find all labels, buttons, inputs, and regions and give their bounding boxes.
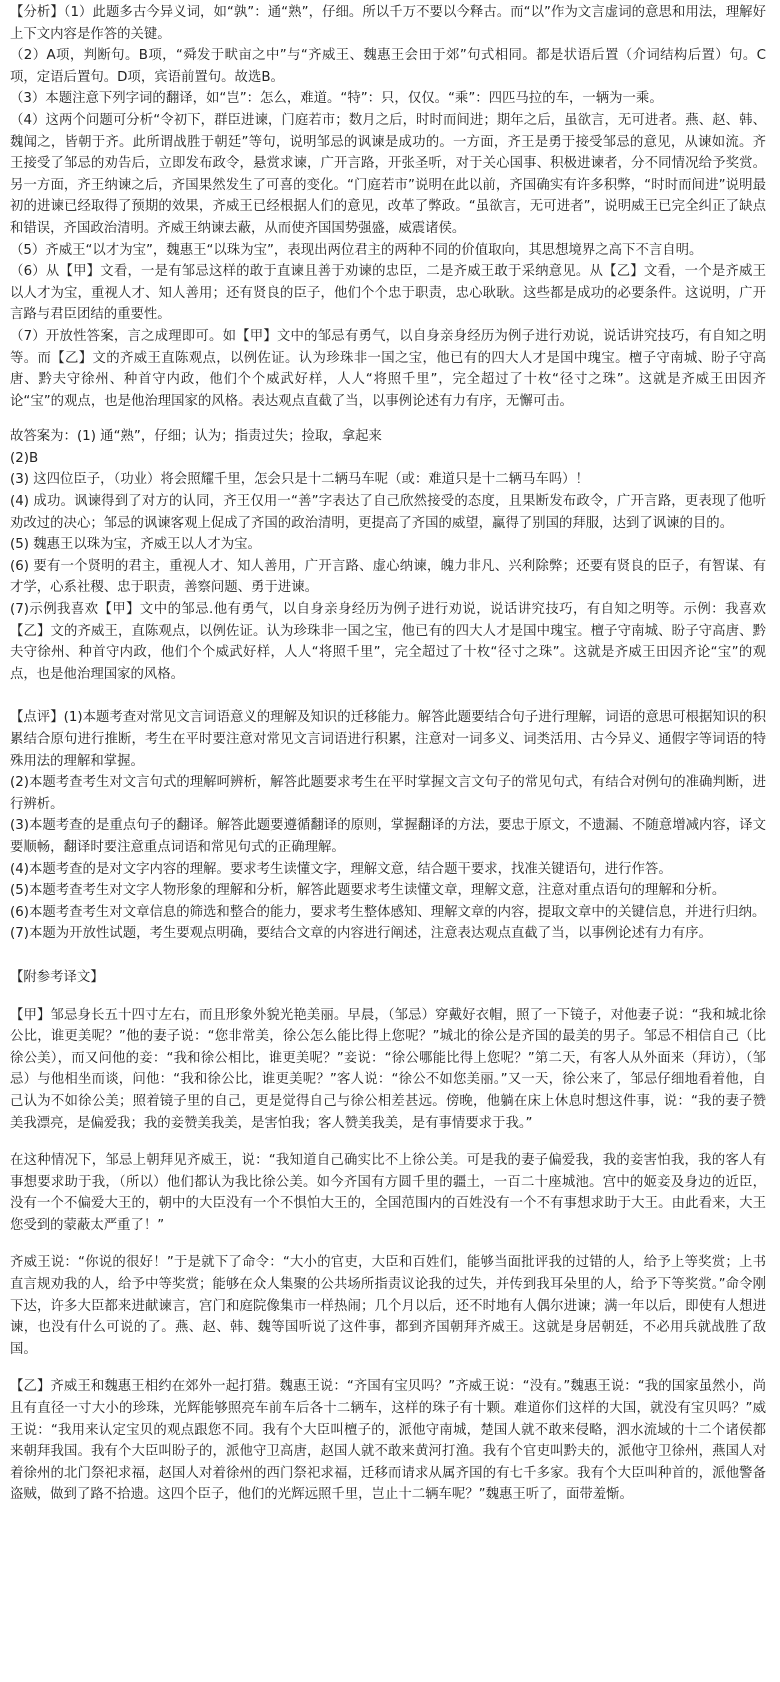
translation-paragraph: 【甲】邹忌身长五十四寸左右，而且形象外貌光艳美丽。早晨，（邹忌）穿戴好衣帽，照了一下镜子，对他妻子说：“我和城北徐公比，谁更美呢？”他的妻子说：“您非常美，徐公怎么能比得上您呢？”城北的徐公是齐国的最美的男子。邹忌不相信自己（比徐公美），而又问他的妾：“我和徐公相比，谁更美呢？”妾说：“徐公哪能比得上您呢？”第二天，有客人从外面来（拜访），（邹忌）与他相坐而谈，问他：“我和徐公比，谁更美呢？”客人说：“徐公不如您美丽。”又一天，徐公来了，邹忌仔细地看着他，自己认为不如徐公美；照着镜子里的自己，更是觉得自己与徐公相差甚远。傍晚，他躺在床上休息时想这件事，说：“我的妻子赞美我漂亮，是偏爱我；我的妾赞美我美，是害怕我；客人赞美我美，是有事情要求于我。” [10,1007,766,1131]
analysis-paragraph: （6）从【甲】文看，一是有邹忌这样的敢于直谏且善于劝谏的忠臣，二是齐威王敢于采纳意见。从【乙】文看，一个是齐威王以人才为宝，重视人才、知人善用；还有贤良的臣子，他们个个忠于职责，忠心耿耿。这些都是成功的必要条件。这说明，广开言路与君臣团结的重要性。 [10,264,766,323]
answer-line: (7)示例我喜欢【甲】文中的邹忌.他有勇气，以自身亲身经历为例子进行劝说，说话讲究技巧，有自知之明等。示例：我喜欢【乙】文的齐威王，直陈观点，以例佐证。认为珍珠非一国之宝，他已有的四大人才是国中瑰宝。檀子守南城、盼子守高唐、黔夫守徐州、种首守内政，他们个个威武好样，人人“将照千里”，完全超过了十枚“径寸之珠”。这就是齐威王田因齐论“宝”的观点，也是他治理国家的风格。 [10,602,766,682]
answer-line: (4) 成功。讽谏得到了对方的认同，齐王仅用一“善”字表达了自己欣然接受的态度，且果断发布政令，广开言路，更表现了他听劝改过的决心；邹忌的讽谏客观上促成了齐国的政治清明，更提高了齐国的威望，赢得了别国的拜服，达到了讽谏的目的。 [10,494,766,531]
analysis-paragraph: 【分析】（1）此题多古今异义词，如“孰”：通“熟”，仔细。所以千万不要以今释古。而“以”作为文言虚词的意思和用法，理解好上下文内容是作答的关键。 [10,5,766,42]
spacer [10,1236,766,1252]
translation-heading: 【附参考译文】 [10,969,104,985]
translation-section [10,967,766,1506]
answer-line: (3) 这四位臣子，（功业）将会照耀千里，怎会只是十二辆马车呢（或：难道只是十二辆马车吗）！ [10,472,589,488]
analysis-paragraph: （3）本题注意下列字词的翻译，如“岂”：怎么，难道。“特”：只，仅仅。“乘”：四匹马拉的车，一辆为一乘。 [10,91,663,107]
translation-paragraph: 在这种情况下，邹忌上朝拜见齐威王，说：“我知道自己确实比不上徐公美。可是我的妻子偏爱我，我的妾害怕我，我的客人有事想要求助于我，（所以）他们都认为我比徐公美。如今齐国有方圆千里的疆土，一百二十座城池。宫中的姬妾及身边的近臣，没有一个不偏爱大王的，朝中的大臣没有一个不惧怕大王的，全国范围内的百姓没有一个不有事想求助于大王。由此看来，大王您受到的蒙蔽太严重了！” [10,1153,766,1233]
translation-paragraph: 【乙】齐威王和魏惠王相约在郊外一起打猎。魏惠王说：“齐国有宝贝吗？”齐威王说：“没有。”魏惠王说：“我的国家虽然小，尚且有直径一寸大小的珍珠，光辉能够照亮车前车后各十二辆车，这样的珠子有十颗。难道你们这样的大国，就没有宝贝吗？”威王说：“我用来认定宝贝的观点跟您不同。我有个大臣叫檀子的，派他守南城，楚国人就不敢来侵略，泗水流域的十二个诸侯都来朝拜我国。我有个大臣叫盼子的，派他守卫高唐，赵国人就不敢来黄河打渔。我有个官吏叫黔夫的，派他守卫徐州，燕国人对着徐州的北门祭祀求福，赵国人对着徐州的西门祭祀求福，迁移而请求从属齐国的有七千多家。我有个大臣叫种首的，派他警备盗贼，做到了路不拾遗。这四个臣子，他们的光辉远照千里，岂止十二辆车呢？”魏惠王听了，面带羞惭。 [10,1379,766,1503]
spacer [10,685,766,707]
comment-line: (5)本题考查考生对文字人物形象的理解和分析，解答此题要求考生读懂文章，理解文意，注意对重点语句的理解和分析。 [10,883,726,899]
translation-paragraph: 齐威王说：“你说的很好！”于是就下了命令：“大小的官吏，大臣和百姓们，能够当面批评我的过错的人，给予上等奖赏；上书直言规劝我的人，给予中等奖赏；能够在众人集聚的公共场所指责议论我的过失，并传到我耳朵里的人，给予下等奖赏。”命令刚下达，许多大臣都来进献谏言，宫门和庭院像集市一样热闹；几个月以后，还不时地有人偶尔进谏；满一年以后，即使有人想进谏，也没有什么可说的了。燕、赵、韩、魏等国听说了这件事，都到齐国朝拜齐威王。这就是身居朝廷，不必用兵就战胜了敌国。 [10,1255,766,1357]
analysis-paragraph: （7）开放性答案，言之成理即可。如【甲】文中的邹忌有勇气，以自身亲身经历为例子进行劝说，说话讲究技巧，有自知之明等。而【乙】文的齐威王直陈观点，以例佐证。认为珍珠非一国之宝，他已有的四大人才是国中瑰宝。檀子守南城、盼子守高唐、黔夫守徐州、种首守内政，他们个个威武好样，人人“将照千里”，完全超过了十枚“径寸之珠”。这就是齐威王田因齐论“宝”的观点，也是他治理国家的风格。表达观点直截了当，以事例论述有力有序，无懈可击。 [10,328,766,409]
answers-section [10,426,766,685]
comment-section [10,707,766,945]
comment-line: (3)本题考查的是重点句子的翻译。解答此题要遵循翻译的原则，掌握翻译的方法，要忠于原文，不遗漏、不随意增减内容，译文要顺畅，翻译时要注意重点词语和常见句式的正确理解。 [10,818,766,855]
analysis-paragraph: （5）齐威王“以才为宝”，魏惠王“以珠为宝”，表现出两位君主的两种不同的价值取向，其思想境界之高下不言自明。 [10,242,703,258]
answer-line: 故答案为：(1) 通“熟”，仔细；认为；指责过失；捡取，拿起来 [10,429,382,445]
answer-line: (5) 魏惠王以珠为宝，齐威王以人才为宝。 [10,537,261,553]
comment-line: (2)本题考查考生对文言句式的理解呵辨析，解答此题要求考生在平时掌握文言文句子的常见句式，有结合对例句的准确判断，进行辨析。 [10,775,766,812]
comment-line: (6)本题考查考生对文章信息的筛选和整合的能力，要求考生整体感知、理解文章的内容，提取文章中的关键信息，并进行归纳。 [10,904,766,920]
analysis-paragraph: （4）这两个问题可分析“令初下，群臣进谏，门庭若市；数月之后，时时而间进；期年之后，虽欲言，无可进者。燕、赵、韩、魏闻之，皆朝于齐。此所谓战胜于朝廷”等句，说明邹忌的讽谏是成功的。一方面，齐王是勇于接受邹忌的意见，从谏如流。齐王接受了邹忌的劝告后，立即发布政令，悬赏求谏，广开言路，开张圣听，对于关心国事、积极进谏者，分不同情况给予奖赏。另一方面，齐王纳谏之后，齐国果然发生了可喜的变化。“门庭若市”说明在此以前，齐国确实有许多积弊，“时时而间进”说明最初的进谏已经取得了预期的效果，齐威王已经根据人们的意见，改革了弊政。“虽欲言，无可进者”，说明威王已完全纠正了缺点和错误，齐国政治清明。齐威王纳谏去蔽，从而使齐国国势强盛，威震诸侯。 [10,112,766,236]
comment-line: 【点评】(1)本题考查对常见文言词语意义的理解及知识的迁移能力。解答此题要结合句子进行理解，词语的意思可根据知识的积累结合原句进行推断，考生在平时要注意对常见文言词语进行积累，注意对一词多义、词类活用、古今异义、通假字等词语的特殊用法的理解和掌握。 [10,710,766,769]
spacer [10,1134,766,1150]
analysis-paragraph: （2）A项，判断句。B项，“舜发于畎亩之中”与“齐威王、魏惠王会田于郊”句式相同。都是状语后置（介词结构后置）句。C项，定语后置句。D项，宾语前置句。故选B。 [10,48,766,85]
comment-line: (7)本题为开放性试题，考生要观点明确，要结合文章的内容进行阐述，注意表达观点直截了当，以事例论述有力有序。 [10,926,712,942]
spacer [10,412,766,426]
spacer [10,989,766,1005]
answer-line: (2)B [10,450,39,466]
comment-line: (4)本题考查的是对文字内容的理解。要求考生读懂文字，理解文意，结合题干要求，找准关键语句，进行作答。 [10,861,672,877]
spacer [10,1360,766,1376]
spacer [10,945,766,967]
answer-line: (6) 要有一个贤明的君主，重视人才、知人善用，广开言路、虚心纳谏，魄力非凡、兴利除弊；还要有贤良的臣子，有智谋、有才学，心系社稷、忠于职责，善察问题、勇于进谏。 [10,558,766,596]
analysis-section [10,2,766,412]
